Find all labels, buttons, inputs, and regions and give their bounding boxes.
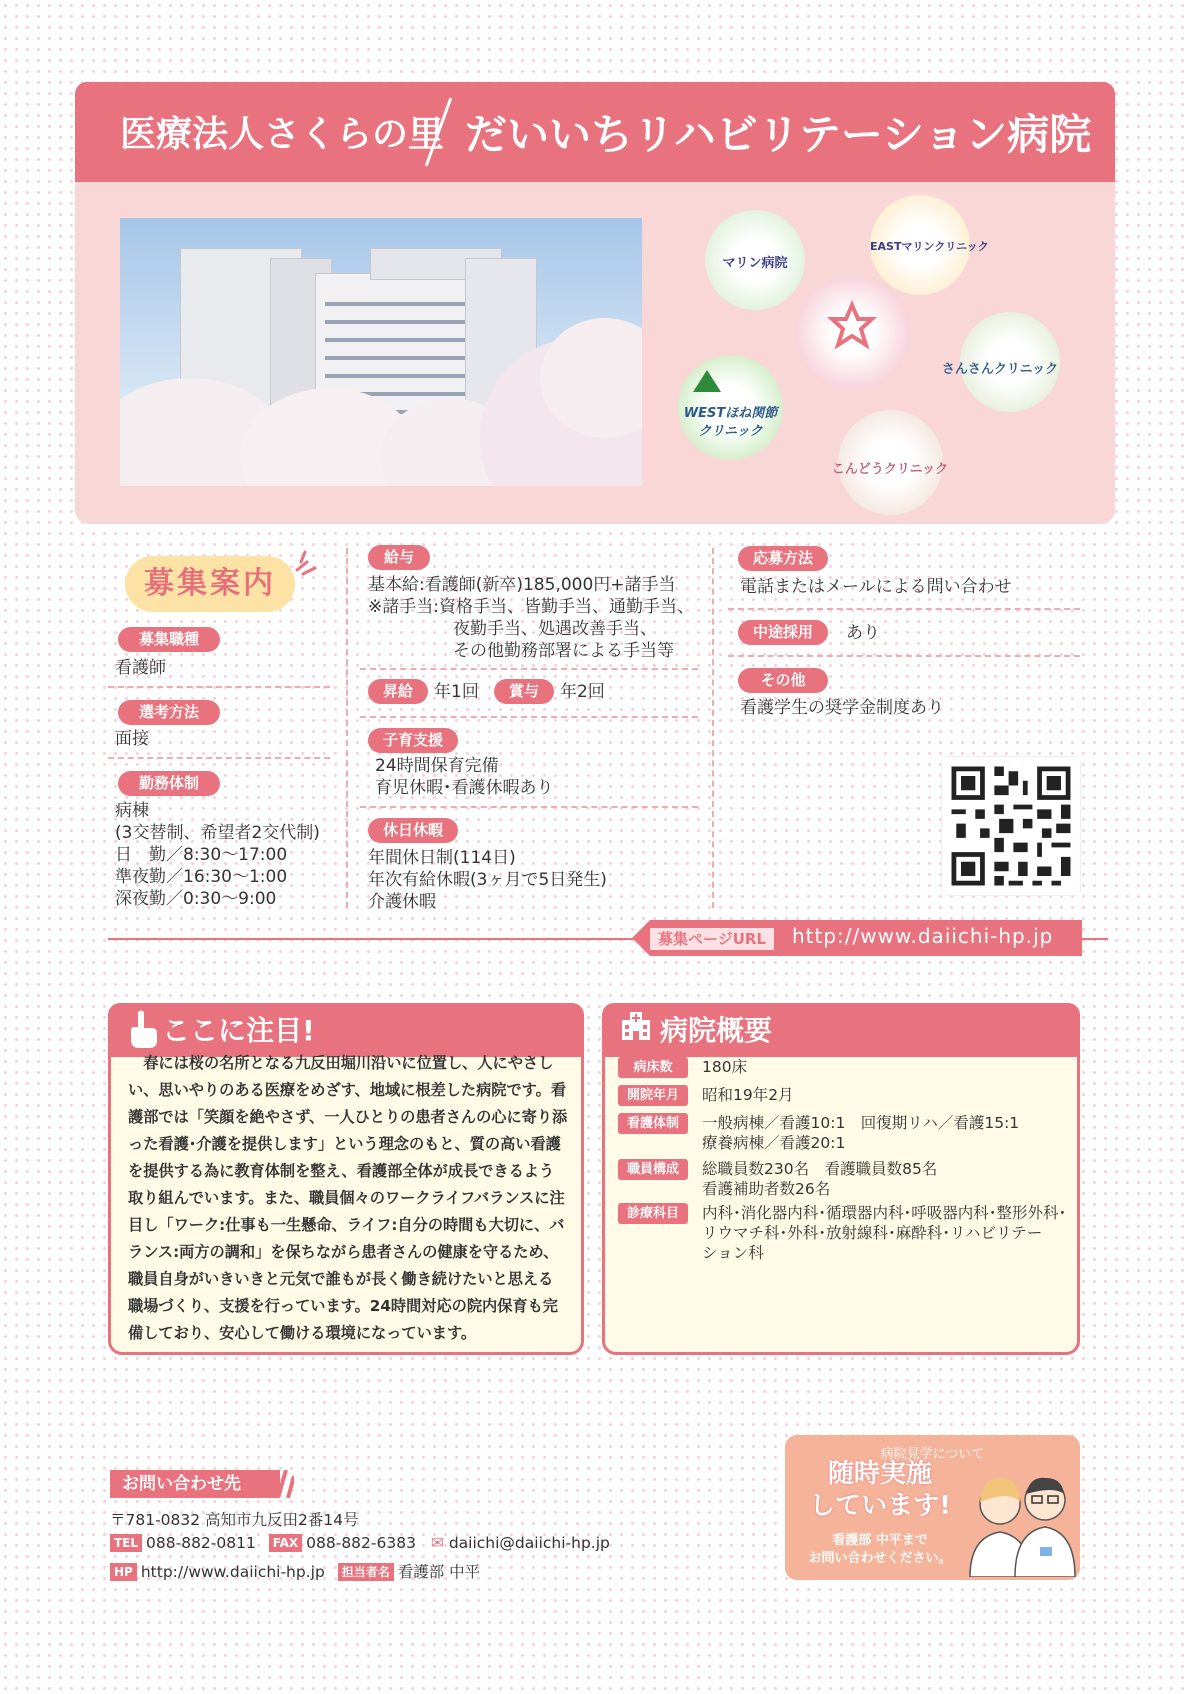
tel-number[interactable]: 088-882-0811 bbox=[146, 1534, 256, 1552]
holiday-value: 年間休日制(114日) 年次有給休暇(3ヶ月で5日発生) 介護休暇 bbox=[368, 848, 607, 912]
contact-title: お問い合わせ先 bbox=[110, 1470, 280, 1498]
apply-value: 電話またはメールによる問い合わせ bbox=[740, 577, 1012, 597]
overview-label-nursing: 看護体制 bbox=[618, 1113, 688, 1134]
holiday-label: 休日休暇 bbox=[368, 818, 458, 843]
midcareer-label: 中途採用 bbox=[738, 620, 828, 645]
overview-title: 病院概要 bbox=[660, 1014, 773, 1047]
overview-value-opened: 昭和19年2月 bbox=[702, 1086, 794, 1104]
burst-lines-icon bbox=[293, 548, 323, 578]
hospital-photo bbox=[120, 218, 642, 486]
job-label: 募集職種 bbox=[118, 627, 220, 652]
overview-value-nursing: 一般病棟／看護10:1 回復期リハ／看護15:1 療養病棟／看護20:1 bbox=[702, 1114, 1020, 1152]
column-divider bbox=[712, 548, 714, 908]
apply-label: 応募方法 bbox=[738, 546, 828, 571]
childcare-label: 子育支援 bbox=[368, 728, 458, 753]
fax-number: 088-882-6383 bbox=[306, 1534, 416, 1552]
job-value: 看護師 bbox=[115, 658, 166, 678]
sakura-logo-icon bbox=[795, 275, 910, 390]
salary-value: 基本給:看護師(新卒)185,000円+諸手当 ※諸手当:資格手当、皆勤手当、通勤手当、 夜勤手当、処遇改善手当、 その他勤務部署による手当等 bbox=[368, 575, 694, 661]
overview-value-departments: 内科･消化器内科･循環器内科･呼吸器内科･整形外科･ リウマチ科･外科･放射線科･麻酔科･リハビリテー ション科 bbox=[702, 1204, 1067, 1262]
qr-code-icon bbox=[942, 757, 1080, 895]
visit-headline: 随時実施 しています! bbox=[809, 1459, 951, 1521]
header-band bbox=[75, 82, 1115, 182]
divider bbox=[360, 806, 698, 808]
hospital-icon bbox=[620, 1010, 652, 1040]
divider bbox=[728, 608, 1080, 610]
divider bbox=[108, 686, 330, 688]
overview-value-staff: 総職員数230名 看護職員数85名 看護補助者数26名 bbox=[702, 1160, 938, 1198]
visit-note: 看護部 中平まで お問い合わせください。 bbox=[808, 1533, 952, 1566]
hp-link[interactable]: http://www.daiichi-hp.jp bbox=[140, 1563, 325, 1581]
fax-tag: FAX bbox=[269, 1534, 302, 1552]
overview-label-staff: 職員構成 bbox=[618, 1159, 688, 1180]
contact-phone-row bbox=[110, 1534, 610, 1552]
contact-person: 看護部 中平 bbox=[397, 1563, 481, 1581]
raise-label: 昇給 bbox=[368, 679, 428, 704]
mail-icon: ✉ bbox=[430, 1534, 444, 1552]
selection-label: 選考方法 bbox=[118, 700, 220, 725]
email-link[interactable]: daiichi@daiichi-hp.jp bbox=[448, 1534, 610, 1552]
other-value: 看護学生の奨学金制度あり bbox=[740, 698, 944, 718]
west-logo-line1: WESTほね関節 bbox=[683, 406, 778, 421]
overview-label-departments: 診療科目 bbox=[618, 1203, 688, 1224]
marine-logo: マリン病院 bbox=[722, 256, 788, 271]
hp-tag: HP bbox=[110, 1563, 137, 1581]
hospital-name: だいいちリハビリテーション病院 bbox=[465, 110, 1092, 159]
shift-value: 病棟 (3交替制、希望者2交代制) 日 勤／8:30〜17:00 準夜勤／16:30〜1:00 深夜勤／0:30〜9:00 bbox=[115, 801, 320, 909]
tel-tag: TEL bbox=[110, 1534, 142, 1552]
midcareer-value: あり bbox=[846, 623, 880, 643]
bubble-center bbox=[795, 275, 910, 390]
pointing-hand-icon bbox=[126, 1008, 160, 1050]
notice-body: 春には桜の名所となる九反田堀川沿いに位置し、人にやさしい、思いやりのある医療をめざす、地域に根差した病院です。看護部では「笑顔を絶やさず、一人ひとりの患者さんの心に寄り添った看護･介護を提供します」という理念のもと、質の高い看護を提供する為に教育体制を整え、看護部全体が成長できるよう取り組んでいます。また、職員個々のワークライフバランスに注目し「ワーク:仕事も一生懸命、ライフ:自分の時間も大切に、バランス:両方の調和」を保ちながら患者さんの健康を守るため、職員自身がいきいきと元気で誰もが長く働き続けたいと思える職場づくり、支援を行っています。24時間対応の院内保育も完備しており、安心して働ける環境になっています。 bbox=[128, 1054, 568, 1342]
nurse-staff-illustration-icon bbox=[960, 1452, 1078, 1577]
salary-label: 給与 bbox=[368, 545, 430, 570]
divider bbox=[108, 757, 330, 759]
overview-label-beds: 病床数 bbox=[618, 1057, 688, 1078]
east-logo: EASTマリンクリニック bbox=[870, 240, 989, 253]
childcare-value: 24時間保育完備 育児休暇･看護休暇あり bbox=[375, 756, 554, 798]
bonus-label: 賞与 bbox=[494, 679, 554, 704]
slash-decoration-icon bbox=[264, 1470, 294, 1498]
corp-name: 医療法人さくらの里 bbox=[120, 114, 445, 155]
contact-web-row bbox=[110, 1560, 480, 1582]
visit-header: 病院見学について bbox=[880, 1447, 985, 1462]
url-label: 募集ページURL bbox=[650, 928, 774, 950]
other-label: その他 bbox=[738, 668, 828, 693]
divider bbox=[360, 668, 698, 670]
notice-title: ここに注目! bbox=[162, 1014, 315, 1047]
kondo-logo: こんどうクリニック bbox=[831, 462, 949, 477]
overview-label-opened: 開院年月 bbox=[618, 1085, 688, 1106]
mountain-icon bbox=[693, 370, 721, 392]
qr-code[interactable] bbox=[942, 757, 1080, 895]
shift-label: 勤務体制 bbox=[118, 771, 220, 796]
divider bbox=[728, 655, 1080, 657]
sansan-logo: さんさんクリニック bbox=[941, 362, 1059, 377]
bonus-value: 年2回 bbox=[560, 682, 605, 702]
recruit-url-link[interactable]: http://www.daiichi-hp.jp bbox=[792, 924, 1054, 948]
raise-value: 年1回 bbox=[434, 682, 479, 702]
divider bbox=[360, 716, 698, 718]
west-logo-line2: クリニック bbox=[698, 424, 763, 439]
overview-value-beds: 180床 bbox=[702, 1058, 748, 1076]
column-divider bbox=[346, 548, 348, 908]
person-tag: 担当者名 bbox=[338, 1563, 394, 1581]
recruit-title: 募集案内 bbox=[125, 556, 295, 612]
contact-address: 〒781-0832 高知市九反田2番14号 bbox=[110, 1511, 359, 1529]
selection-value: 面接 bbox=[115, 729, 149, 749]
